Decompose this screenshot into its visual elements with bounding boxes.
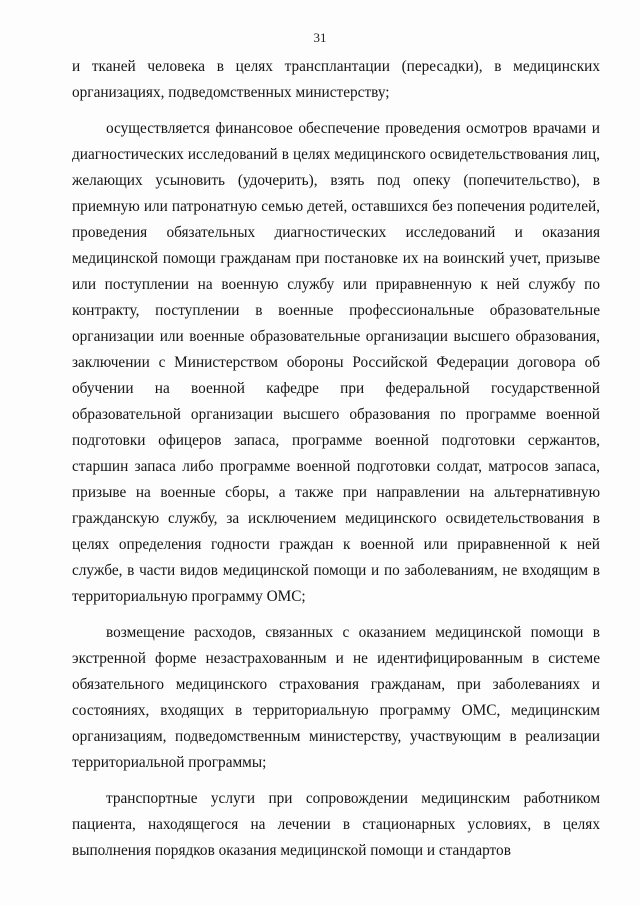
paragraph-transport-services: транспортные услуги при сопровождении медицинским работником пациента, находящегося на лечении в стационарных условиях, в целях выполнения порядков оказания медицинской помощи и стандартов bbox=[72, 790, 600, 859]
document-body bbox=[72, 54, 600, 864]
page-number: 31 bbox=[313, 30, 327, 45]
paragraph-continuation: и тканей человека в целях трансплантации (пересадки), в медицинских организациях, подведомственных министерству; bbox=[72, 58, 600, 101]
paragraph-medical-exams: осуществляется финансовое обеспечение проведения осмотров врачами и диагностических исследований в целях медицинского освидетельствования лиц, желающих усыновить (удочерить), взять под опеку (попечительство), в приемную или патронатную семью детей, оставшихся без попечения родителей, проведения обязательных диагностических исследований и оказания медицинской помощи гражданам при постановке их на воинский учет, призыве или поступлении на военную службу или приравненную к ней службу по контракту, поступлении в военные профессиональные образовательные организации или военные образовательные организации высшего образования, заключении с Министерством обороны Российской Федерации договора об обучении на военной кафедре при федеральной государственной образовательной организации высшего образования по программе военной подготовки офицеров запаса, программе военной подготовки сержантов, старшин запаса либо программе военной подготовки солдат, матросов запаса, призыве на военные сборы, а также при направлении на альтернативную гражданскую службу, за исключением медицинского освидетельствования в целях определения годности граждан к военной или приравненной к ней службе, в части видов медицинской помощи и по заболеваниям, не входящим в территориальную программу ОМС; bbox=[72, 120, 600, 605]
paragraph-emergency-reimbursement: возмещение расходов, связанных с оказанием медицинской помощи в экстренной форме незастрахованным и не идентифицированным в системе обязательного медицинского страхования гражданам, при заболеваниях и состояниях, входящих в территориальную программу ОМС, медицинским организациям, подведомственным министерству, участвующим в реализации территориальной программы; bbox=[72, 624, 600, 771]
